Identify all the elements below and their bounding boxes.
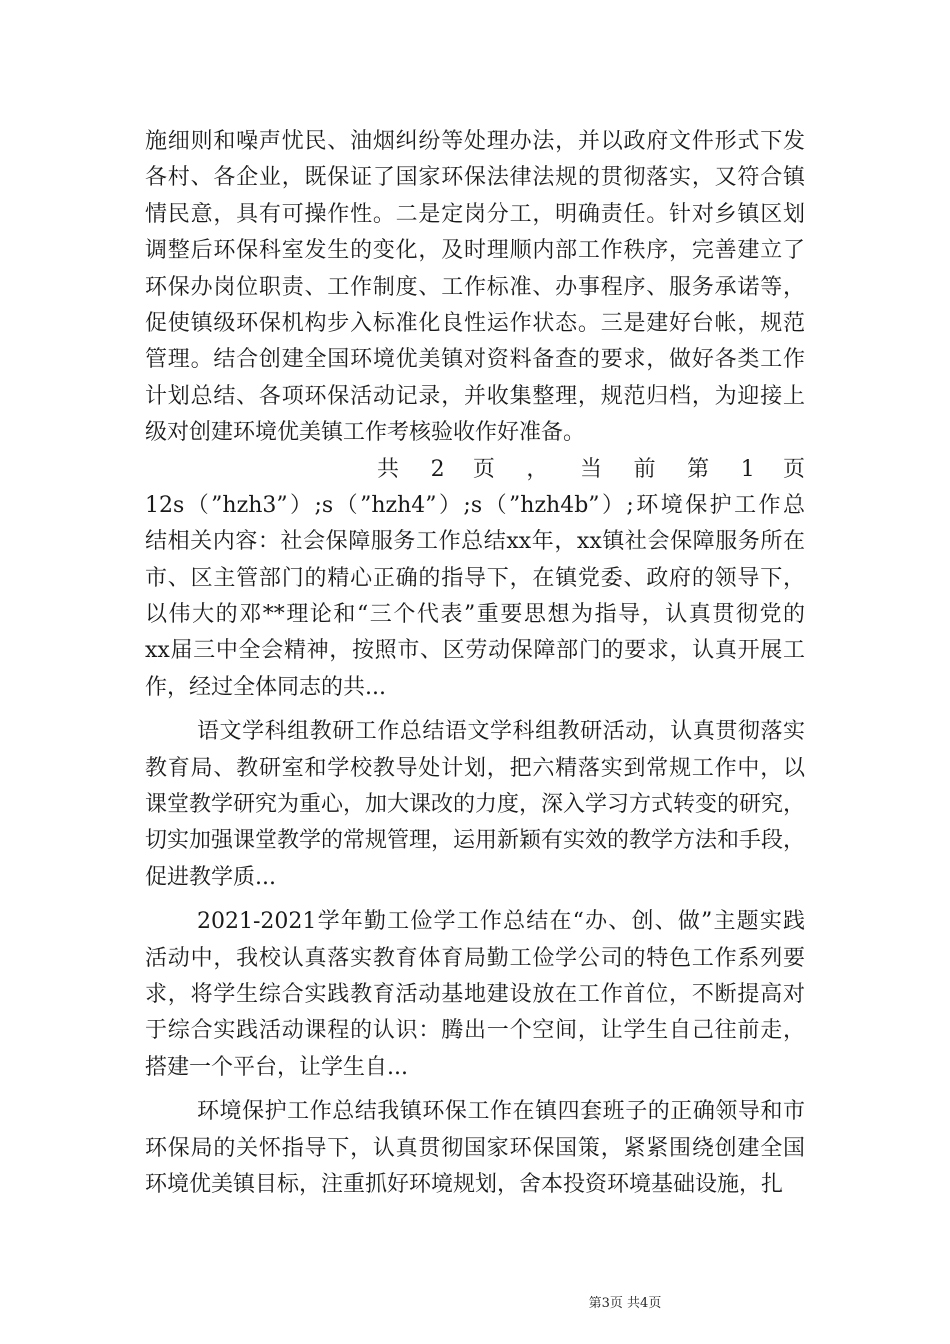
text-line: 求，将学生综合实践教育活动基地建设放在工作首位，不断提高对 xyxy=(145,981,805,1007)
document-body xyxy=(145,124,805,1203)
text-line: 管理。结合创建全国环境优美镇对资料备查的要求，做好各类工作 xyxy=(145,347,805,373)
text-line: 环境保护工作总结我镇环保工作在镇四套班子的正确领导和市 xyxy=(197,1099,805,1125)
paragraph xyxy=(145,1094,805,1203)
text-line: 结相关内容：社会保障服务工作总结xx年，xx镇社会保障服务所在 xyxy=(145,529,805,555)
text-line: 以伟大的邓**理论和“三个代表”重要思想为指导，认真贯彻党的 xyxy=(145,602,805,628)
text-line: xx届三中全会精神，按照市、区劳动保障部门的要求，认真开展工 xyxy=(145,638,805,664)
text-line: 市、区主管部门的精心正确的指导下，在镇党委、政府的领导下， xyxy=(145,565,805,591)
page-footer: 第3页 共4页 xyxy=(588,1296,662,1311)
pagination-indicator: 共 2 页 ， 当 前 第 1 页 xyxy=(377,456,805,482)
text-line: 环保办岗位职责、工作制度、工作标准、办事程序、服务承诺等， xyxy=(145,274,805,300)
paragraph xyxy=(145,904,805,1086)
text-line: 切实加强课堂教学的常规管理，运用新颖有实效的教学方法和手段， xyxy=(145,828,805,854)
text-line: 12s（”hzh3”）;s（”hzh4”）;s（”hzh4b”）;环境保护工作总 xyxy=(145,492,805,518)
text-line: 于综合实践活动课程的认识：腾出一个空间，让学生自己往前走， xyxy=(145,1018,805,1044)
text-line: 搭建一个平台，让学生自... xyxy=(145,1054,408,1080)
text-line: 促使镇级环保机构步入标准化良性运作状态。三是建好台帐，规范 xyxy=(145,310,805,336)
text-line: 活动中，我校认真落实教育体育局勤工俭学公司的特色工作系列要 xyxy=(145,945,805,971)
paragraph xyxy=(145,714,805,896)
text-line: 教育局、教研室和学校教导处计划，把六精落实到常规工作中，以 xyxy=(145,755,805,781)
text-line: 调整后环保科室发生的变化，及时理顺内部工作秩序，完善建立了 xyxy=(145,238,805,264)
text-line: 环保局的关怀指导下，认真贯彻国家环保国策，紧紧围绕创建全国 xyxy=(145,1135,805,1161)
text-line: 课堂教学研究为重心，加大课改的力度，深入学习方式转变的研究， xyxy=(145,792,805,818)
text-line: 各村、各企业，既保证了国家环保法律法规的贯彻落实，又符合镇 xyxy=(145,165,805,191)
text-line: 语文学科组教研工作总结语文学科组教研活动，认真贯彻落实 xyxy=(197,719,805,745)
text-line: 环境优美镇目标，注重抓好环境规划，舍本投资环境基础设施，扎 xyxy=(145,1171,784,1197)
text-line: 促进教学质... xyxy=(145,864,276,890)
text-line: 作，经过全体同志的共... xyxy=(145,674,386,700)
text-line: 施细则和噪声忧民、油烟纠纷等处理办法，并以政府文件形式下发 xyxy=(145,129,805,154)
paragraph xyxy=(145,124,805,452)
paragraph xyxy=(145,452,805,707)
text-line: 2021-2021学年勤工俭学工作总结在“办、创、做”主题实践 xyxy=(197,909,805,935)
text-line: 计划总结、各项环保活动记录，并收集整理，规范归档，为迎接上 xyxy=(145,383,805,409)
text-line: 级对创建环境优美镇工作考核验收作好准备。 xyxy=(145,420,586,446)
text-line: 情民意，具有可操作性。二是定岗分工，明确责任。针对乡镇区划 xyxy=(145,201,805,227)
